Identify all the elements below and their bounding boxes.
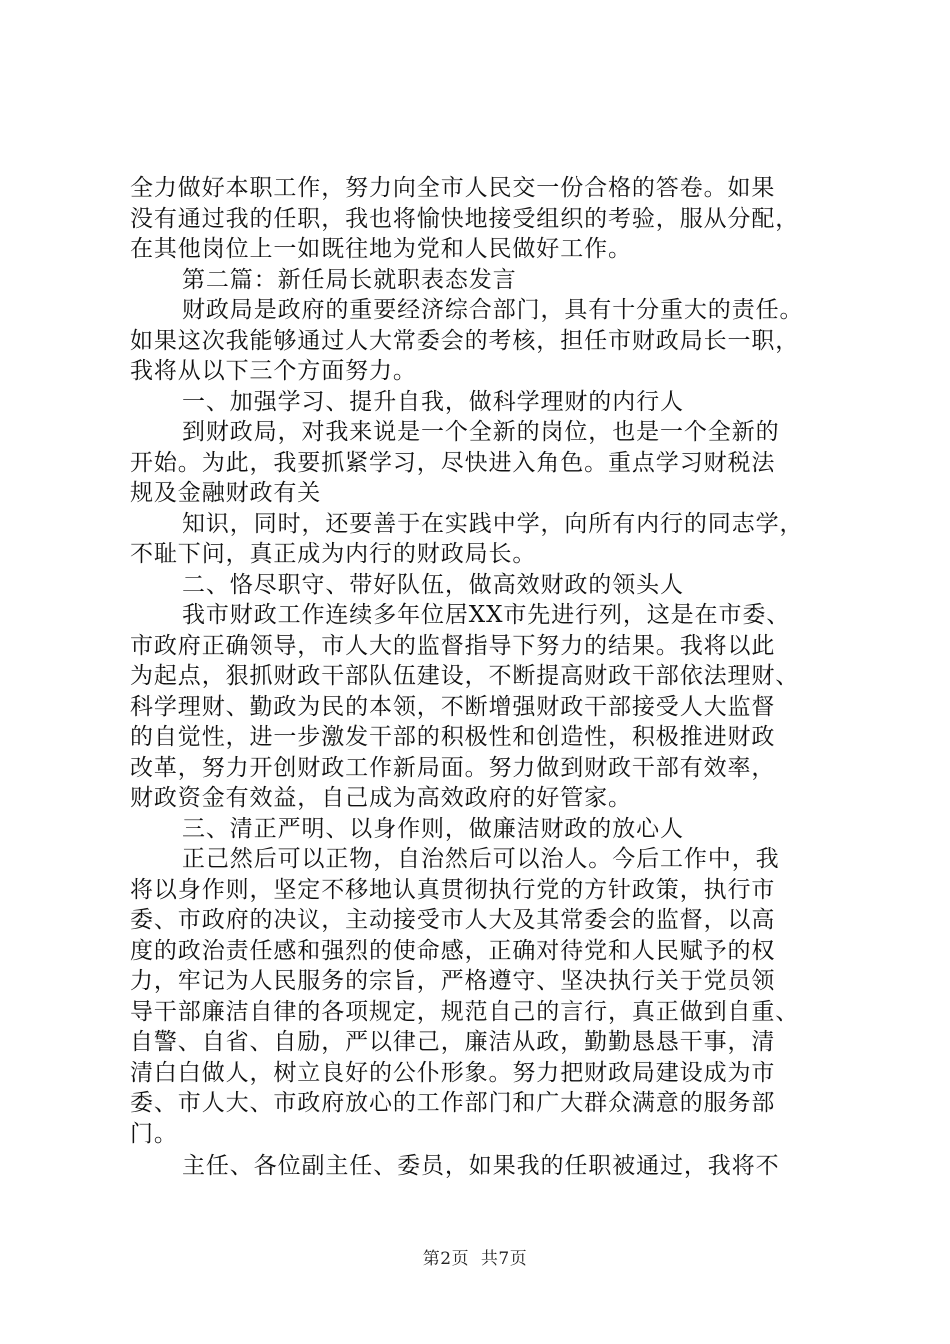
text-line: 清白白做人，树立良好的公仆形象。努力把财政局建设成为市 (130, 1059, 776, 1086)
text-line: 导干部廉洁自律的各项规定，规范自己的言行，真正做到自重、 (130, 998, 800, 1025)
closing-paragraph: 主任、各位副主任、委员，如果我的任职被通过，我将不 (182, 1153, 780, 1179)
text-line: 全力做好本职工作，努力向全市人民交一份合格的答卷。如果 (130, 175, 776, 201)
text-line: 委、市政府的决议，主动接受市人大及其常委会的监督，以高 (130, 907, 776, 933)
text-line: 门。 (130, 1120, 178, 1147)
text-line: 规及金融财政有关 (130, 480, 322, 506)
paragraph-first-line: 财政局是政府的重要经济综合部门，具有十分重大的责任。 (182, 297, 804, 323)
text-line: 委、市人大、市政府放心的工作部门和广大群众满意的服务部 (130, 1090, 776, 1116)
section-title: 第二篇：新任局长就职表态发言 (182, 266, 517, 293)
paragraph-first-line: 我市财政工作连续多年位居XX市先进行列，这是在市委、 (182, 602, 791, 628)
paragraph-first-line: 正己然后可以正物，自治然后可以治人。今后工作中，我 (182, 846, 780, 872)
text-line: 为起点，狠抓财政干部队伍建设，不断提高财政干部依法理财、 (130, 663, 800, 689)
text-line: 财政资金有效益，自己成为高效政府的好管家。 (130, 785, 632, 811)
text-line: 我将从以下三个方面努力。 (130, 358, 417, 384)
text-line: 改革，努力开创财政工作新局面。努力做到财政干部有效率， (130, 754, 776, 781)
text-line: 没有通过我的任职，我也将愉快地接受组织的考验，服从分配， (130, 205, 800, 232)
text-line: 在其他岗位上一如既往地为党和人民做好工作。 (130, 236, 632, 262)
text-line: 自警、自省、自励，严以律己，廉洁从政，勤勤恳恳干事，清 (130, 1029, 776, 1055)
paragraph-first-line: 知识，同时，还要善于在实践中学，向所有内行的同志学， (182, 510, 804, 537)
text-line: 不耻下问，真正成为内行的财政局长。 (130, 541, 537, 567)
page-footer (0, 1244, 950, 1269)
text-line: 如果这次我能够通过人大常委会的考核，担任市财政局长一职， (130, 327, 800, 354)
text-line: 力，牢记为人民服务的宗旨，严格遵守、坚决执行关于党员领 (130, 968, 776, 994)
text-line: 市政府正确领导，市人大的监督指导下努力的结果。我将以此 (130, 632, 776, 659)
document-body (130, 173, 826, 1149)
paragraph-first-line: 到财政局，对我来说是一个全新的岗位，也是一个全新的 (182, 419, 780, 445)
text-line: 的自觉性，进一步激发干部的积极性和创造性，积极推进财政 (130, 724, 776, 750)
text-line: 度的政治责任感和强烈的使命感，正确对待党和人民赋予的权 (130, 937, 776, 964)
text-line: 开始。为此，我要抓紧学习，尽快进入角色。重点学习财税法 (130, 449, 776, 476)
page-number: 第2页 共7页 (422, 1249, 528, 1269)
text-line: 科学理财、勤政为民的本领，不断增强财政干部接受人大监督 (130, 693, 776, 720)
subheading-2: 二、恪尽职守、带好队伍，做高效财政的领头人 (182, 571, 684, 598)
subheading-1: 一、加强学习、提升自我，做科学理财的内行人 (182, 388, 684, 415)
text-line: 将以身作则，坚定不移地认真贯彻执行党的方针政策，执行市 (130, 876, 776, 903)
subheading-3: 三、清正严明、以身作则，做廉洁财政的放心人 (182, 815, 684, 842)
